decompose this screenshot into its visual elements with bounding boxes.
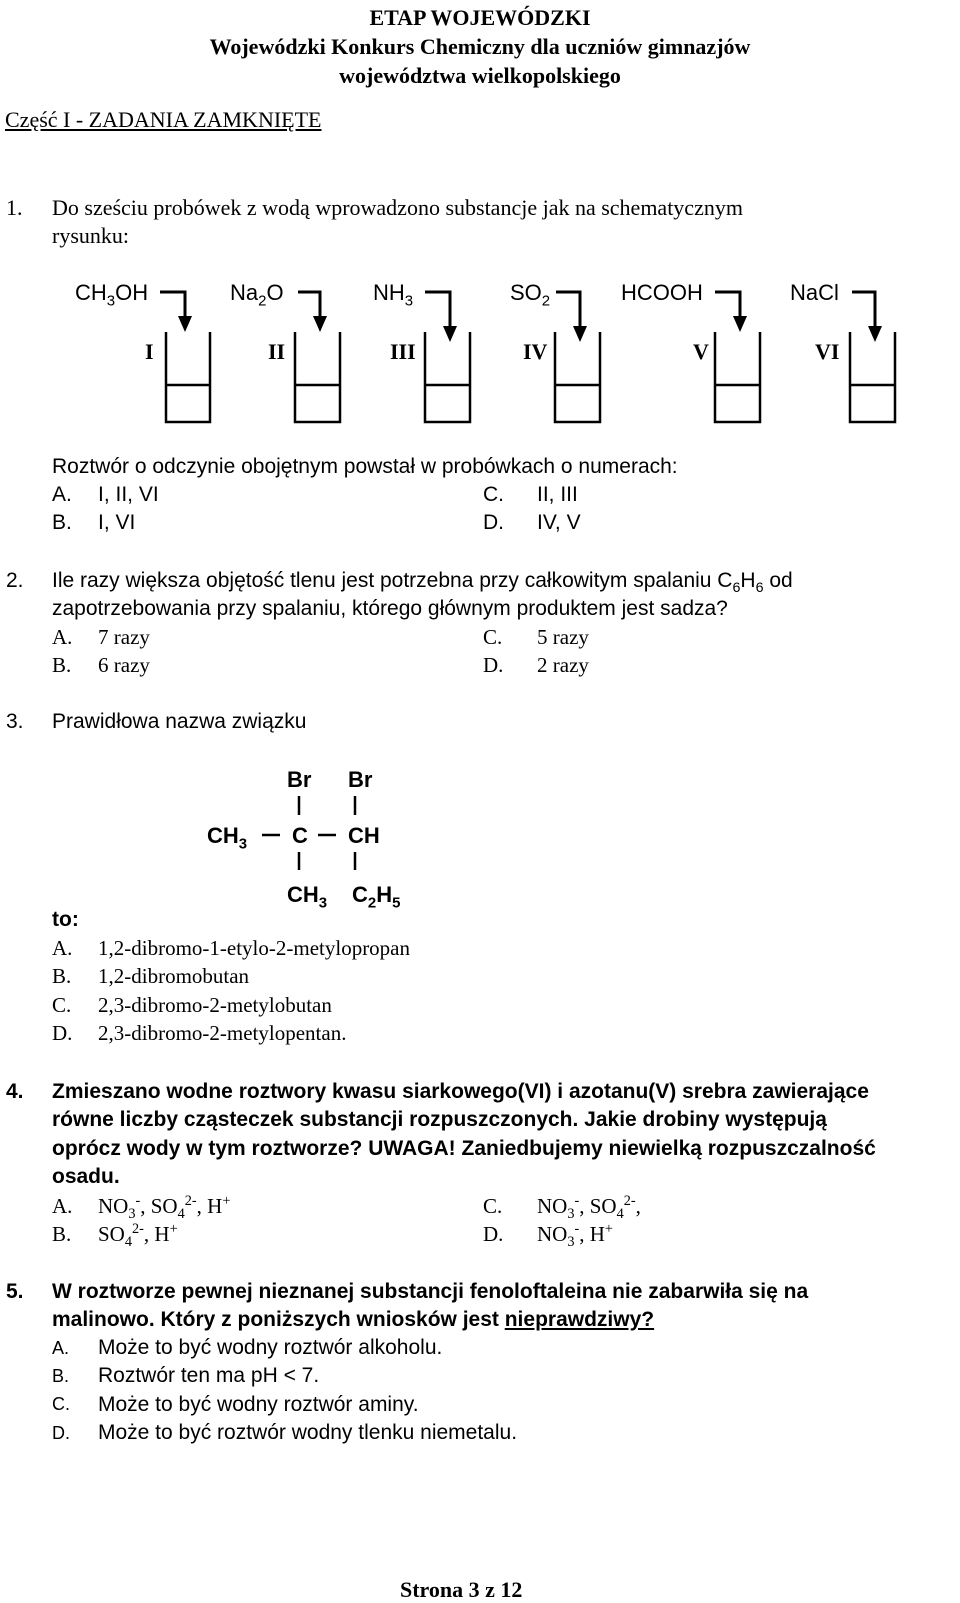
tube-label-1: I — [145, 339, 154, 364]
q1-option-d-letter: D. — [483, 511, 504, 534]
q4-option-d: $NO_3^-$, H+ — [537, 1221, 613, 1251]
q4-option-b: $SO_4^{2-}$, H+ — [98, 1221, 178, 1251]
q2-option-a: 7 razy — [98, 625, 150, 649]
tube-6 — [850, 332, 895, 422]
q5-option-c-letter: C. — [52, 1394, 70, 1414]
q5-option-d: Może to być roztwór wodny tlenku niemetalu. — [98, 1421, 518, 1444]
q1-option-a-letter: A. — [52, 483, 72, 506]
arrow-5 — [715, 292, 740, 318]
q4-line-1: Zmieszano wodne roztwory kwasu siarkowego(VI) i azotanu(V) srebra zawierające — [52, 1080, 869, 1103]
substance-nacl: NaCl — [790, 280, 839, 305]
q1-text-line-1: Do sześciu probówek z wodą wprowadzono substancje jak na schematycznym — [52, 195, 743, 220]
tube-label-5: V — [693, 339, 709, 364]
q3-option-d: 2,3-dibromo-2-metylopentan. — [98, 1021, 347, 1045]
arrow-6 — [852, 292, 875, 328]
q2-text-line-2: zapotrzebowania przy spalaniu, którego głównym produktem jest sadza? — [52, 597, 728, 620]
q2-option-d: 2 razy — [537, 653, 589, 677]
q3-option-a-letter: A. — [52, 936, 73, 960]
substance-so2: $SO_2$ — [510, 280, 551, 310]
substance-ch3oh: $CH_3OH$ — [75, 280, 149, 310]
q5-emphasis: nieprawdziwy? — [504, 1308, 655, 1331]
q4-option-a-letter: A. — [52, 1194, 73, 1218]
q1-option-c-letter: C. — [483, 483, 504, 506]
formula-ch3-bottom: $CH_3$ — [287, 882, 328, 912]
q5-option-b-letter: B. — [52, 1366, 70, 1386]
q3-option-b: 1,2-dibromobutan — [98, 964, 250, 988]
part-title: Część I - ZADANIA ZAMKNIĘTE — [5, 107, 322, 132]
q5-line-2: malinowo. Który z poniższych wniosków jest nieprawdziwy? — [52, 1308, 655, 1331]
formula-br-2: Br — [348, 767, 373, 792]
q2-option-c-letter: C. — [483, 625, 503, 649]
q4-option-d-letter: D. — [483, 1222, 504, 1246]
q4-option-c-letter: C. — [483, 1194, 503, 1218]
formula-c2h5: $C_2H_5$ — [352, 882, 401, 912]
q1-option-b: I, VI — [98, 511, 136, 534]
q2-option-b: 6 razy — [98, 653, 150, 677]
q4-line-3: oprócz wody w tym roztworze? UWAGA! Zaniedbujemy niewielką rozpuszczalność — [52, 1137, 876, 1160]
tube-2 — [295, 332, 340, 422]
tube-label-2: II — [268, 339, 286, 364]
formula-br-1: Br — [287, 767, 312, 792]
q4-option-a: $NO_3^-$, $SO_4^{2-}$, H+ — [98, 1193, 231, 1223]
tube-label-6: VI — [815, 339, 840, 364]
q2-text-line-1: Ile razy większa objętość tlenu jest potrzebna przy całkowitym spalaniu $C_6H_6$ od — [52, 569, 793, 597]
q5-number: 5. — [6, 1280, 24, 1303]
q2-option-b-letter: B. — [52, 653, 72, 677]
tube-4 — [555, 332, 600, 422]
q5-line-1: W roztworze pewnej nieznanej substancji fenoloftaleina nie zabarwiła się na — [52, 1280, 809, 1303]
q5-option-a: Może to być wodny roztwór alkoholu. — [98, 1336, 443, 1359]
test-tubes-diagram — [0, 0, 960, 440]
q3-option-c: 2,3-dibromo-2-metylobutan — [98, 993, 332, 1017]
q3-option-c-letter: C. — [52, 993, 72, 1017]
formula-bonds — [0, 760, 420, 890]
q1-option-d: IV, V — [537, 511, 581, 534]
q3-text: Prawidłowa nazwa związku — [52, 710, 307, 733]
substance-nh3: $NH_3$ — [373, 280, 414, 310]
arrow-4 — [556, 292, 580, 328]
q2-option-a-letter: A. — [52, 625, 73, 649]
q3-option-a: 1,2-dibromo-1-etylo-2-metylopropan — [98, 936, 411, 960]
q4-option-c: $NO_3^-$, $SO_4^{2-}$, — [537, 1193, 641, 1223]
q3-number: 3. — [6, 710, 24, 733]
header-line-3: województwa wielkopolskiego — [339, 63, 621, 88]
tube-3 — [425, 332, 470, 422]
q2-option-d-letter: D. — [483, 653, 504, 677]
q1-option-c: II, III — [537, 483, 578, 506]
arrow-2 — [298, 292, 320, 318]
substance-na2o: $Na_2O$ — [230, 280, 284, 310]
q2-option-c: 5 razy — [537, 625, 589, 649]
q4-option-b-letter: B. — [52, 1222, 72, 1246]
q5-option-c: Może to być wodny roztwór aminy. — [98, 1393, 419, 1416]
formula-ch: CH — [348, 823, 380, 848]
q4-line-4: osadu. — [52, 1165, 120, 1188]
q3-to-label: to: — [52, 908, 79, 931]
q1-number: 1. — [6, 195, 23, 220]
substance-hcooh: HCOOH — [621, 280, 703, 305]
q3-option-b-letter: B. — [52, 964, 72, 988]
page-footer: Strona 3 z 12 — [400, 1577, 523, 1602]
tube-5 — [715, 332, 760, 422]
formula-ch3-left: $CH_3$ — [207, 823, 248, 853]
q2-number: 2. — [6, 569, 24, 592]
q1-option-b-letter: B. — [52, 511, 72, 534]
q5-option-b: Roztwór ten ma pH < 7. — [98, 1364, 320, 1387]
arrow-3 — [425, 292, 450, 328]
q1-question: Roztwór o odczynie obojętnym powstał w probówkach o numerach: — [52, 455, 678, 478]
q4-line-2: równe liczby cząsteczek substancji rozpuszczonych. Jakie drobiny występują — [52, 1108, 827, 1131]
tube-label-4: IV — [523, 339, 548, 364]
tube-1 — [166, 332, 210, 422]
q1-option-a: I, II, VI — [98, 483, 159, 506]
formula-c: C — [292, 823, 308, 848]
q3-option-d-letter: D. — [52, 1021, 73, 1045]
q4-number: 4. — [6, 1080, 24, 1103]
header-line-1: ETAP WOJEWÓDZKI — [369, 5, 591, 30]
tube-label-3: III — [390, 339, 416, 364]
q5-option-a-letter: A. — [52, 1338, 70, 1358]
q1-text-line-2: rysunku: — [52, 223, 129, 248]
arrow-1 — [160, 292, 185, 318]
header-line-2: Wojewódzki Konkurs Chemiczny dla uczniów gimnazjów — [209, 34, 751, 59]
q5-option-d-letter: D. — [52, 1423, 70, 1443]
